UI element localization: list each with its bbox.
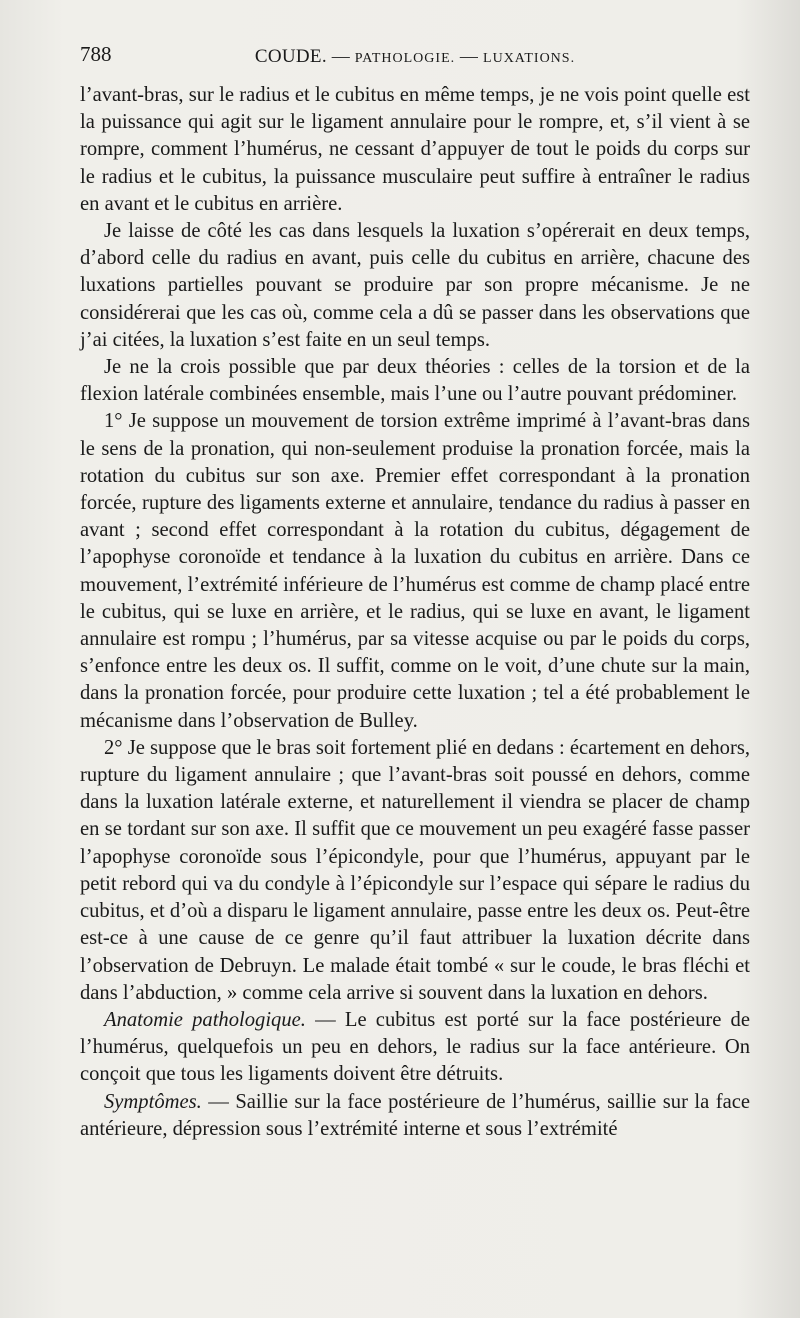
running-head [80,46,750,68]
paragraph: Je ne la crois possible que par deux théories : celles de la torsion et de la flexion latérale combinées ensemble, mais l’une ou l’autre pouvant prédominer. [80,356,750,406]
page-number: 788 [80,42,112,66]
section-heading-symptomes: Symptômes. [104,1090,202,1113]
body-text [80,82,750,1143]
section-heading-anatomie: Anatomie pathologique. [104,1008,306,1031]
paragraph-first-theory: 1° Je suppose un mouvement de torsion extrême imprimé à l’avant-bras dans le sens de la pronation, qui non-seulement produise la pronation forcée, mais la rotation du cubitus sur son axe. Premier effet correspondant à la pronation forcée, rupture des ligaments externe et annulaire, tendance du radius à passer en avant ; second effet correspondant à la rotation du cubitus, dégagement de l’apophyse coronoïde et tendance à la luxation du cubitus en arrière. Dans ce mouvement, l’extrémité inférieure de l’humérus est comme de champ placé entre le cubitus, qui se luxe en arrière, et le radius, qui se luxe en avant, le ligament annulaire est rompu ; l’humérus, par sa vitesse acquise ou par le poids du corps, s’enfonce entre les deux os. Il suffit, comme on le voit, d’une chute sur la main, dans la pronation forcée, pour produire cette luxation ; tel a été probablement le mécanisme dans l’observation de Bulley. [80,410,750,732]
running-head-title: COUDE. [254,46,327,67]
paragraph-anatomie [80,1007,750,1089]
running-head-separator: — [326,46,355,66]
anatomie-text: — Le cubitus est porté sur la face postérieure de l’humérus, quelquefois un peu en dehors, le radius sur la face antérieure. On conçoit que tous les ligaments doivent être détruits. [80,1008,750,1086]
running-head-separator: — [455,46,484,66]
paragraph-second-theory: 2° Je suppose que le bras soit fortement plié en dedans : écartement en dehors, rupture du ligament annulaire ; que l’avant-bras soit poussé en dehors, comme dans la luxation latérale externe, et naturellement il viendra se placer de champ en se tordant sur son axe. Il suffit que ce mouvement un peu exagéré fasse passer l’apophyse coronoïde sous l’épicondyle, pour que l’humérus, appuyant par le petit rebord qui va du condyle à l’épicondyle sur l’espace qui sépare le radius du cubitus, et d’où a disparu le ligament annulaire, passe entre les deux os. Peut-être est-ce à une cause de ce genre qu’il faut attribuer la luxation décrite dans l’observation de Debruyn. Le malade était tombé « sur le coude, le bras fléchi et dans l’abduction, » comme cela arrive si souvent dans la luxation en dehors. [80,736,750,1004]
running-head-subsection: LUXATIONS. [483,51,576,66]
paragraph-symptomes [80,1089,750,1143]
page-header [80,42,750,72]
paragraph: Je laisse de côté les cas dans lesquels la luxation s’opérerait en deux temps, d’abord celle du radius en avant, puis celle du cubitus en arrière, chacune des luxations partielles pouvant se produire par son propre mécanisme. Je ne considérerai que les cas où, comme cela a dû se passer dans les observations que j’ai citées, la luxation s’est faite en un seul temps. [80,220,750,351]
paragraph-continued: l’avant-bras, sur le radius et le cubitus en même temps, je ne vois point quelle est la puissance qui agit sur le ligament annulaire pour le rompre, et, s’il vient à se rompre, comment l’humérus, ne cessant d’appuyer de tout le poids du corps sur le radius et le cubitus, la puissance musculaire peut suffire à entraîner le radius en avant et le cubitus en arrière. [80,84,750,215]
running-head-section: PATHOLOGIE. [354,51,456,66]
symptomes-text: — Saillie sur la face postérieure de l’humérus, saillie sur la face antérieure, dépression sous l’extrémité interne et sous l’extrémité [80,1090,750,1140]
